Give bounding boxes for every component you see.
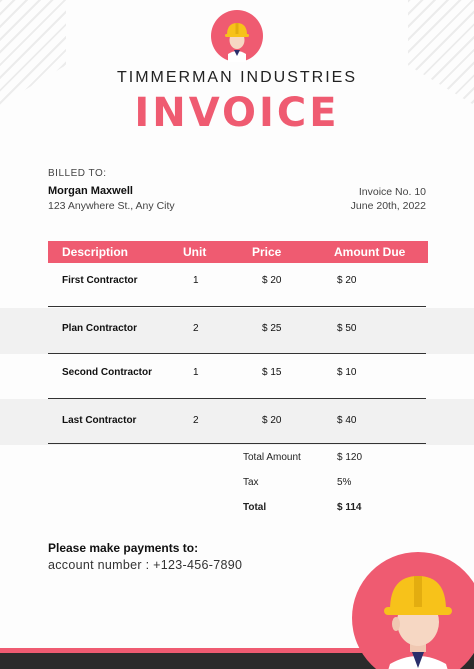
- tax-label: Tax: [243, 477, 259, 488]
- table-header: [48, 241, 428, 263]
- worker-helmet-illustration: [352, 552, 474, 669]
- row-amount: $ 40: [337, 415, 357, 426]
- total-amount-value: $ 120: [337, 452, 363, 463]
- row-price: $ 20: [262, 275, 282, 286]
- tax-value: 5%: [337, 477, 352, 488]
- row-divider: [48, 306, 426, 307]
- worker-helmet-icon: [211, 10, 263, 62]
- column-header-unit: Unit: [183, 245, 207, 259]
- row-amount: $ 20: [337, 275, 357, 286]
- total-label: Total: [243, 502, 267, 513]
- invoice-date: June 20th, 2022: [350, 200, 426, 212]
- row-amount: $ 50: [337, 323, 357, 334]
- row-description: Last Contractor: [62, 415, 137, 426]
- total-amount-label: Total Amount: [243, 452, 301, 463]
- row-price: $ 20: [262, 415, 282, 426]
- row-unit: 2: [193, 415, 199, 426]
- column-header-description: Description: [62, 245, 129, 259]
- payment-heading: Please make payments to:: [48, 541, 199, 555]
- row-unit: 1: [193, 367, 199, 378]
- row-description: Plan Contractor: [62, 323, 138, 334]
- table-row: [0, 354, 474, 400]
- table-row: [0, 263, 474, 309]
- company-name: TIMMERMAN INDUSTRIES: [117, 69, 357, 86]
- row-price: $ 25: [262, 323, 282, 334]
- client-address: 123 Anywhere St., Any City: [48, 200, 175, 212]
- client-name: Morgan Maxwell: [48, 185, 133, 197]
- row-description: Second Contractor: [62, 367, 153, 378]
- account-number: account number : +123-456-7890: [48, 558, 243, 572]
- invoice-title: INVOICE: [134, 90, 340, 136]
- row-price: $ 15: [262, 367, 282, 378]
- column-header-price: Price: [252, 245, 282, 259]
- row-description: First Contractor: [62, 275, 138, 286]
- column-header-amount-due: Amount Due: [334, 245, 406, 259]
- billed-to-label: BILLED TO:: [48, 168, 107, 179]
- row-unit: 1: [193, 275, 199, 286]
- row-divider: [48, 443, 426, 444]
- table-row: [0, 399, 474, 445]
- table-row: [0, 308, 474, 354]
- row-amount: $ 10: [337, 367, 357, 378]
- row-unit: 2: [193, 323, 199, 334]
- total-value: $ 114: [337, 502, 362, 513]
- invoice-number: Invoice No. 10: [358, 186, 426, 198]
